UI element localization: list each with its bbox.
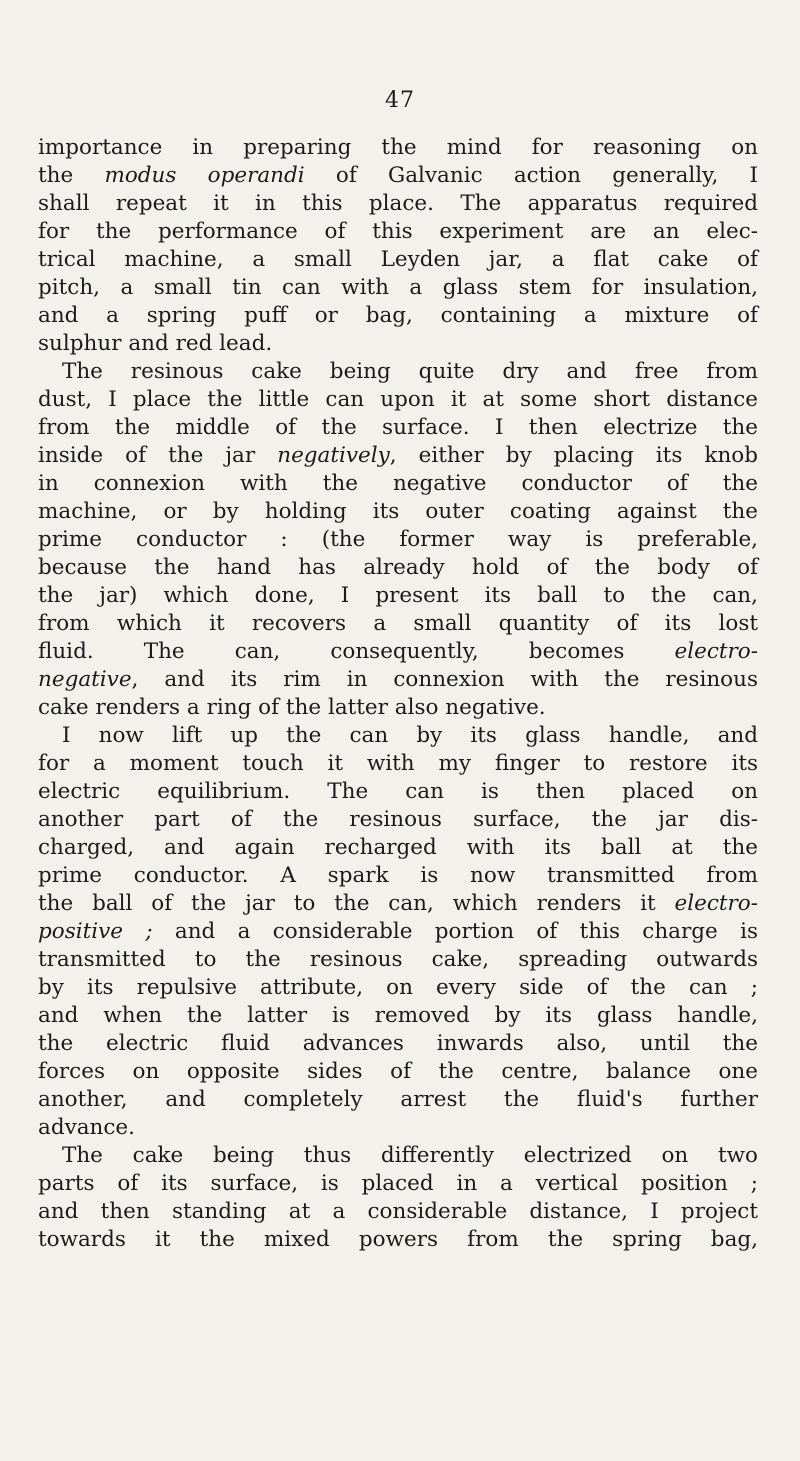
text-line <box>38 890 758 918</box>
text-line <box>38 386 758 414</box>
text-line <box>38 722 758 750</box>
text-segment: from which it recovers a small quantity of its lost <box>38 611 758 636</box>
text-segment: prime conductor. A spark is now transmitted from <box>38 863 758 888</box>
text-segment: transmitted to the resinous cake, spreading outwards <box>38 947 758 972</box>
text-segment: pitch, a small tin can with a glass stem for insulation, <box>38 275 758 300</box>
text-line <box>38 218 758 246</box>
text-line <box>38 610 758 638</box>
text-line <box>38 666 758 694</box>
text-segment: The cake being thus differently electrized on two <box>62 1143 758 1168</box>
text-segment: electric equilibrium. The can is then placed on <box>38 779 758 804</box>
italic-text: electro- <box>674 891 758 916</box>
text-line <box>38 638 758 666</box>
text-line <box>38 330 758 358</box>
text-line <box>38 1114 758 1142</box>
text-line <box>38 1142 758 1170</box>
text-segment: for a moment touch it with my finger to restore its <box>38 751 758 776</box>
text-segment: the electric fluid advances inwards also, until the <box>38 1031 758 1056</box>
text-segment: trical machine, a small Leyden jar, a flat cake of <box>38 247 758 272</box>
text-line <box>38 134 758 162</box>
text-line <box>38 694 758 722</box>
text-segment: , either by placing its knob <box>389 443 758 468</box>
text-segment: shall repeat it in this place. The apparatus required <box>38 191 758 216</box>
text-segment: from the middle of the surface. I then electrize the <box>38 415 758 440</box>
text-line <box>38 806 758 834</box>
italic-text: negatively <box>277 443 390 468</box>
text-segment: in connexion with the negative conductor of the <box>38 471 758 496</box>
text-line <box>38 1058 758 1086</box>
text-segment: inside of the jar <box>38 443 278 468</box>
text-line <box>38 442 758 470</box>
text-segment: cake renders a ring of the latter also negative. <box>38 695 546 720</box>
text-line <box>38 358 758 386</box>
text-segment: of Galvanic action generally, I <box>304 163 758 188</box>
text-segment: fluid. The can, consequently, becomes <box>38 639 675 664</box>
text-line <box>38 1086 758 1114</box>
text-line <box>38 1170 758 1198</box>
text-segment: sulphur and red lead. <box>38 331 273 356</box>
text-line <box>38 498 758 526</box>
text-line <box>38 918 758 946</box>
text-segment: towards it the mixed powers from the spring bag, <box>38 1227 758 1252</box>
text-segment: by its repulsive attribute, on every side of the can ; <box>38 975 758 1000</box>
text-line <box>38 554 758 582</box>
text-segment: advance. <box>38 1115 135 1140</box>
text-segment: the <box>38 163 105 188</box>
text-line <box>38 1226 758 1254</box>
text-line <box>38 246 758 274</box>
text-line <box>38 414 758 442</box>
italic-text: electro- <box>674 639 758 664</box>
text-segment: and when the latter is removed by its glass handle, <box>38 1003 758 1028</box>
text-segment: parts of its surface, is placed in a vertical position ; <box>38 1171 758 1196</box>
text-segment: and a considerable portion of this charge is <box>152 919 758 944</box>
text-line <box>38 834 758 862</box>
text-segment: because the hand has already hold of the body of <box>38 555 758 580</box>
text-line <box>38 162 758 190</box>
text-segment: I now lift up the can by its glass handle, and <box>62 723 758 748</box>
text-line <box>38 946 758 974</box>
text-segment: The resinous cake being quite dry and free from <box>62 359 758 384</box>
text-segment: machine, or by holding its outer coating against the <box>38 499 758 524</box>
italic-text: positive ; <box>38 919 153 944</box>
text-line <box>38 1198 758 1226</box>
text-segment: the jar) which done, I present its ball to the can, <box>38 583 758 608</box>
text-line <box>38 274 758 302</box>
text-segment: importance in preparing the mind for reasoning on <box>38 135 758 160</box>
italic-text: negative <box>38 667 132 692</box>
text-line <box>38 470 758 498</box>
text-segment: dust, I place the little can upon it at some short distance <box>38 387 758 412</box>
text-segment: and a spring puff or bag, containing a mixture of <box>38 303 758 328</box>
page-number: 47 <box>385 88 415 113</box>
text-segment: the ball of the jar to the can, which renders it <box>38 891 675 916</box>
text-segment: , and its rim in connexion with the resinous <box>131 667 758 692</box>
text-segment: charged, and again recharged with its ball at the <box>38 835 758 860</box>
text-segment: another, and completely arrest the fluid's further <box>38 1087 758 1112</box>
text-segment: and then standing at a considerable distance, I project <box>38 1199 758 1224</box>
text-line <box>38 778 758 806</box>
text-line <box>38 582 758 610</box>
text-segment: prime conductor : (the former way is preferable, <box>38 527 758 552</box>
text-line <box>38 526 758 554</box>
text-line <box>38 302 758 330</box>
text-line <box>38 974 758 1002</box>
text-line <box>38 750 758 778</box>
text-segment: for the performance of this experiment are an elec- <box>38 219 758 244</box>
italic-text: modus operandi <box>104 163 305 188</box>
text-line <box>38 190 758 218</box>
body-text <box>38 134 758 1254</box>
text-segment: another part of the resinous surface, the jar dis- <box>38 807 758 832</box>
text-line <box>38 1030 758 1058</box>
text-segment: forces on opposite sides of the centre, balance one <box>38 1059 758 1084</box>
text-line <box>38 862 758 890</box>
text-line <box>38 1002 758 1030</box>
